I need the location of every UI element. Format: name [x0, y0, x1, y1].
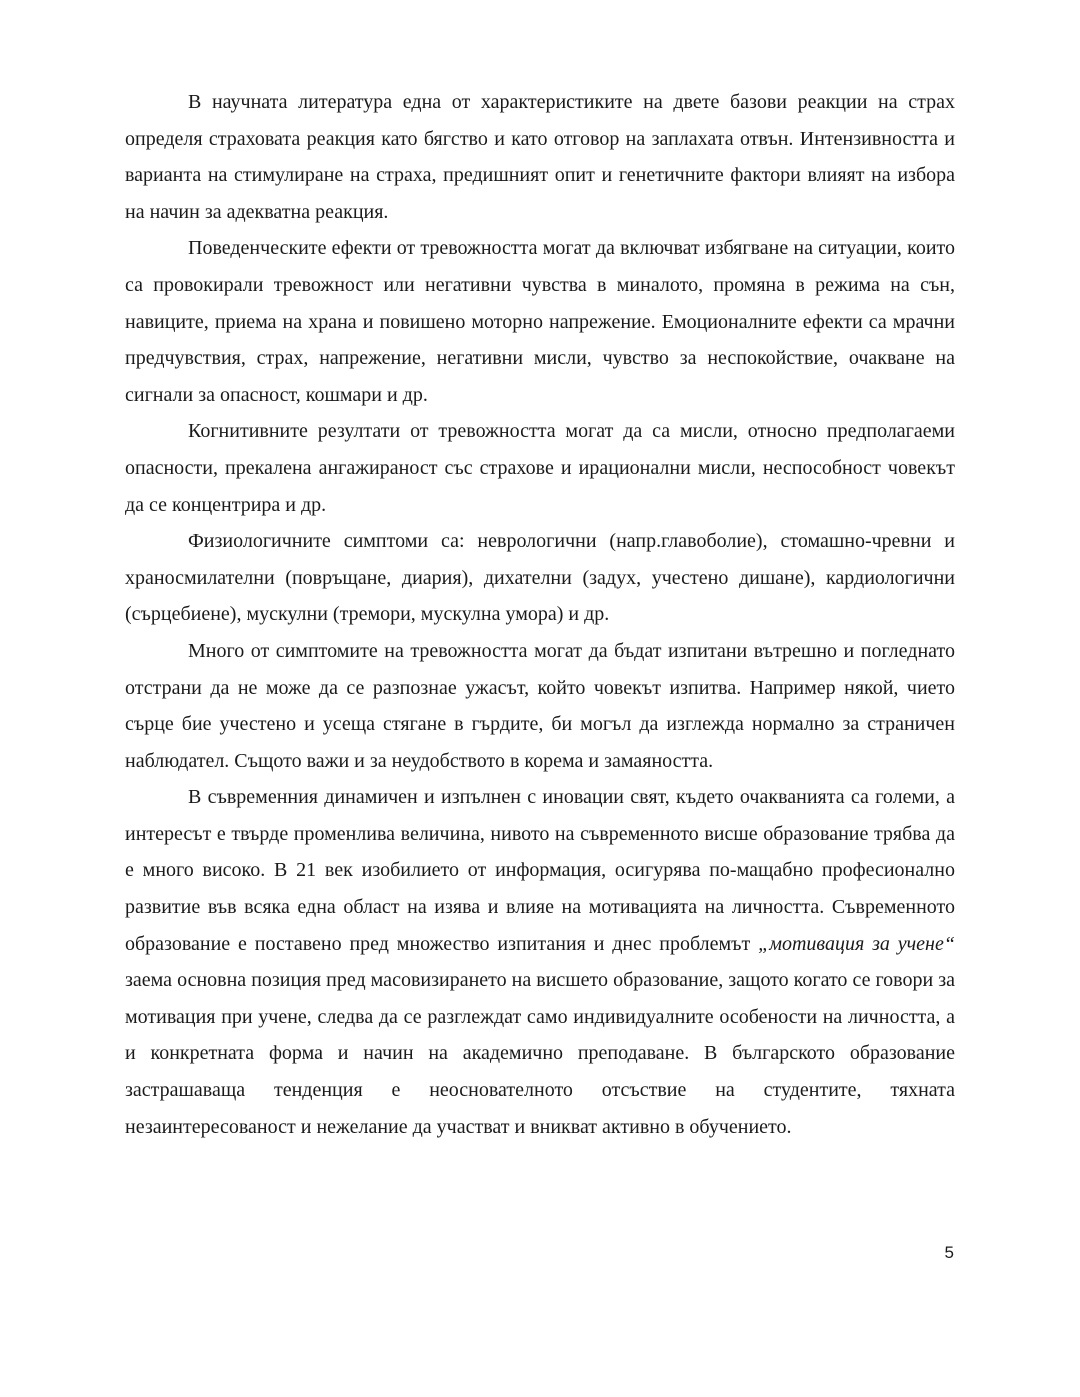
paragraph-physiological-symptoms: Физиологичните симптоми са: неврологични (напр.главоболие), стомашно-чревни и храносмилателни (повръщане, диария), дихателни (задух, учестено дишане), кардиологични (сърцебиене), мускулни (тремори, мускулна умора) и др.	[125, 530, 955, 626]
page-number: 5	[944, 1243, 954, 1262]
paragraph-text-end: заема основна позиция пред масовизирането на висшето образование, защото когато се говори за мотивация при учене, следва да се разглеждат само индивидуалните особености на личността, а и конкретната форма и начин на академично преподаване. В българското образование застрашаваща тенденция е неоснователното отсъствие на студентите, тяхната незаинтересованост и нежелание да участват и вникват активно в обучението.	[125, 969, 955, 1138]
paragraph-text-start: В съвременния динамичен и изпълнен с иновации свят, където очакванията са големи, а интересът е твърде променлива величина, нивото на съвременното висше образование трябва да е много високо. В 21 век изобилието от информация, осигурява по-мащабно професионално развитие във всяка една област на изява и влияе на мотивацията на личността. Съвременното образование е поставено пред множество изпитания и днес проблемът	[125, 786, 955, 955]
paragraph-behavioral-effects: Поведенческите ефекти от тревожността могат да включват избягване на ситуации, които са провокирали тревожност или негативни чувства в миналото, промяна в режима на сън, навиците, приема на храна и повишено моторно напрежение. Емоционалните ефекти са мрачни предчувствия, страх, напрежение, негативни мисли, чувство за неспокойствие, очакване на сигнали за опасност, кошмари и др.	[125, 237, 955, 406]
document-body	[125, 84, 955, 1145]
paragraph-education-motivation	[125, 779, 955, 1145]
paragraph-fear-reaction: В научната литература една от характеристиките на двете базови реакции на страх определя страховата реакция като бягство и като отговор на заплахата отвън. Интензивността и варианта на стимулиране на страха, предишният опит и генетичните фактори влияят на избора на начин за адекватна реакция.	[125, 91, 955, 223]
italic-term-learning-motivation: „мотивация за учене“	[758, 932, 955, 955]
paragraph-internal-symptoms: Много от симптомите на тревожността могат да бъдат изпитани вътрешно и погледнато отстрани да не може да се разпознае ужасът, който човекът изпитва. Например някой, чието сърце бие учестено и усеща стягане в гърдите, би могъл да изглежда нормално за страничен наблюдател. Същото важи и за неудобството в корема и замаяността.	[125, 639, 955, 772]
paragraph-cognitive-results: Когнитивните резултати от тревожността могат да са мисли, относно предполагаеми опасности, прекалена ангажираност със страхове и ирационални мисли, неспособност човекът да се концентрира и др.	[125, 420, 955, 516]
